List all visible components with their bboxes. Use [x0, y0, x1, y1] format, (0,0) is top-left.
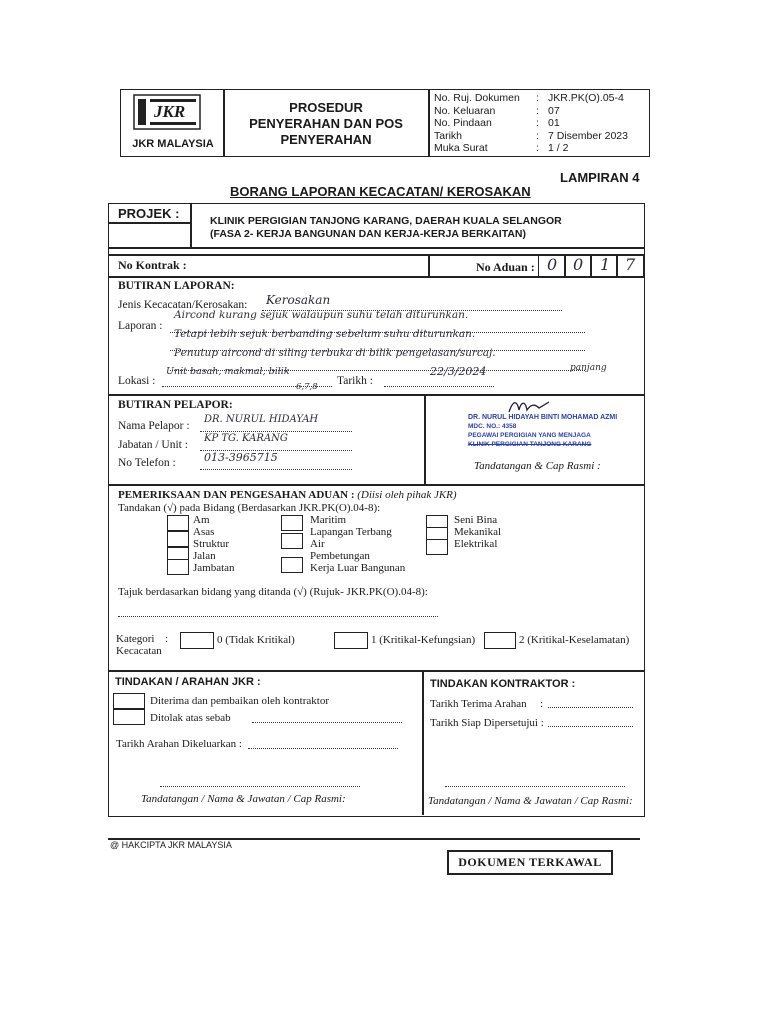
butiran-laporan-heading: BUTIRAN LAPORAN: — [118, 280, 235, 292]
jenis-value: Kerosakan — [266, 293, 331, 307]
pemeriksaan-heading — [118, 489, 457, 501]
projek-bottom — [108, 247, 644, 249]
header-divider-1 — [223, 89, 225, 156]
kategori-label-2: Kecacatan — [116, 645, 162, 657]
title-line-3: PENYERAHAN — [280, 132, 372, 147]
bidang-label: Asas — [193, 526, 215, 538]
jenis-label: Jenis Kecacatan/Kerosakan: — [118, 299, 248, 311]
projek-line-2: (FASA 2- KERJA BANGUNAN DAN KERJA-KERJA BERKAITAN) — [210, 228, 526, 240]
kategori-1-label: 1 (Kritikal-Kefungsian) — [371, 634, 476, 646]
bidang-label: Seni Bina — [454, 514, 498, 526]
no-kontrak-label: No Kontrak : — [118, 258, 187, 272]
meta-label: No. Ruj. Dokumen — [434, 92, 520, 104]
nama-label: Nama Pelapor : — [118, 420, 190, 432]
ditolak-checkbox[interactable] — [113, 709, 145, 725]
meta-colon: : — [536, 129, 539, 142]
checkbox-kerja-luar[interactable] — [281, 557, 303, 573]
tindakan-jkr-heading: TINDAKAN / ARAHAN JKR : — [115, 676, 261, 688]
lokasi-label: Lokasi : — [118, 375, 156, 387]
tindakan-divider — [422, 670, 424, 815]
kontraktor-sign-line — [445, 780, 625, 787]
logo-text: JKR — [154, 102, 186, 121]
pemeriksaan-note: (Diisi oleh pihak JKR) — [357, 489, 457, 501]
laporan-label: Laporan : — [118, 320, 163, 332]
meta-value: 1 / 2 — [548, 142, 569, 154]
aduan-digit-box — [538, 254, 566, 277]
kategori-label-1: Kategori — [116, 633, 155, 645]
meta-colon: : — [536, 104, 539, 117]
bidang-col-2 — [310, 514, 405, 574]
bidang-label: Struktur — [193, 538, 230, 550]
diterima-label: Diterima dan pembaikan oleh kontraktor — [150, 695, 329, 707]
projek-label: PROJEK : — [118, 206, 180, 221]
tarikh-siap-label: Tarikh Siap Dipersetujui : — [430, 717, 544, 729]
meta-value: JKR.PK(O).05-4 — [548, 92, 624, 104]
dokumen-terkawal-label: DOKUMEN TERKAWAL — [458, 855, 602, 869]
tajuk-label: Tajuk berdasarkan bidang yang ditanda (√) (Rujuk- JKR.PK(O).04-8): — [118, 586, 428, 598]
no-aduan-boxes — [538, 254, 644, 276]
tarikh-arahan-line — [248, 738, 398, 749]
stamp-line-3: PEGAWAI PERGIGIAN YANG MENJAGA — [468, 432, 591, 439]
aduan-digit: 7 — [625, 255, 636, 274]
meta-label: No. Keluaran — [434, 104, 496, 117]
meta-label: No. Pindaan — [434, 117, 492, 129]
bidang-label: Mekanikal — [454, 526, 502, 538]
nama-value: DR. NURUL HIDAYAH — [204, 414, 319, 425]
kategori-2-label: 2 (Kritikal-Keselamatan) — [519, 634, 630, 646]
no-aduan-label: No Aduan : — [476, 260, 535, 274]
dokumen-terkawal-box — [447, 850, 613, 875]
diterima-checkbox[interactable] — [113, 693, 145, 709]
header-divider-2 — [428, 89, 430, 156]
bidang-label: Lapangan Terbang — [310, 526, 392, 538]
bidang-label: Pembetungan — [310, 550, 370, 562]
kategori-1-box[interactable] — [334, 632, 368, 649]
pelapor-divider — [424, 394, 426, 484]
projek-divider — [190, 203, 192, 247]
title-line-2: PENYERAHAN DAN POS — [249, 116, 403, 131]
bidang-label: Jambatan — [193, 562, 235, 574]
ditolak-line — [252, 712, 402, 723]
bidang-label: Kerja Luar Bangunan — [310, 562, 406, 574]
tajuk-line — [118, 606, 438, 617]
checkbox-elektrikal[interactable] — [426, 539, 448, 555]
official-stamp — [468, 413, 617, 449]
aduan-digit: 0 — [547, 255, 558, 274]
form-title: BORANG LAPORAN KECACATAN/ KEROSAKAN — [230, 184, 531, 199]
aduan-digit-box — [616, 254, 644, 277]
copyright: @ HAKCIPTA JKR MALAYSIA — [110, 840, 232, 850]
jkr-logo — [132, 93, 202, 133]
aduan-digit-box — [590, 254, 618, 277]
meta-row — [434, 130, 646, 143]
meta-row — [434, 105, 646, 118]
jabatan-label: Jabatan / Unit : — [118, 439, 188, 451]
org-name: JKR MALAYSIA — [132, 138, 214, 150]
aduan-digit: 0 — [573, 255, 584, 274]
tandatangan-label: Tandatangan & Cap Rasmi : — [474, 460, 601, 472]
kategori-label — [116, 633, 162, 657]
document-meta — [434, 92, 646, 155]
checkbox-am[interactable] — [167, 515, 189, 531]
kategori-colon: : — [165, 633, 169, 645]
tarikh-label: Tarikh : — [337, 375, 373, 387]
document-title — [226, 100, 426, 148]
stamp-line-1: DR. NURUL HIDAYAH BINTI MOHAMAD AZMI — [468, 414, 618, 421]
meta-value: 07 — [548, 104, 560, 117]
bidang-label: Maritim — [310, 514, 347, 526]
stamp-line-4: KLINIK PERGIGIAN TANJONG KARANG — [468, 441, 592, 448]
meta-label: Tarikh — [434, 129, 463, 142]
tindakan-kontraktor-heading: TINDAKAN KONTRAKTOR : — [430, 678, 576, 690]
telefon-value: 013-3965715 — [204, 451, 278, 464]
meta-row — [434, 92, 646, 105]
pelapor-bottom — [108, 484, 644, 486]
projek-under-label — [108, 222, 190, 224]
pemeriksaan-title: PEMERIKSAAN DAN PENGESAHAN ADUAN : — [118, 489, 355, 501]
tarikh-terima-colon: : — [540, 698, 544, 710]
checkbox-maritim[interactable] — [281, 515, 303, 531]
bidang-col-3 — [454, 514, 501, 550]
lokasi-value: Unit basah, makmal, bilik — [166, 366, 290, 377]
stamp-line-2: MDC. NO.: 4358 — [468, 423, 517, 430]
pemeriksaan-bottom — [108, 670, 644, 672]
checkbox-air[interactable] — [281, 533, 303, 549]
tandakan-instruction: Tandakan (√) pada Bidang (Berdasarkan JKR.PK(O).04-8): — [118, 502, 381, 514]
laporan-value-1: Aircond kurang sejuk walaupun suhu telah diturunkan. — [174, 309, 469, 321]
telefon-label: No Telefon : — [118, 457, 176, 469]
kontrak-divider — [428, 254, 430, 276]
aduan-digit-box — [564, 254, 592, 277]
meta-value: 7 Disember 2023 — [548, 129, 628, 142]
tarikh-siap-line — [548, 716, 633, 727]
kategori-2-box[interactable] — [484, 632, 516, 649]
meta-colon: : — [536, 142, 539, 154]
meta-row — [434, 117, 646, 130]
aduan-digit: 1 — [600, 255, 611, 274]
checkbox-jambatan[interactable] — [167, 559, 189, 575]
jkr-sign-line — [160, 780, 360, 787]
meta-colon: : — [536, 117, 539, 129]
projek-line-1: KLINIK PERGIGIAN TANJONG KARANG, DAERAH KUALA SELANGOR — [210, 215, 562, 227]
kategori-0-box[interactable] — [180, 632, 214, 649]
bidang-label: Am — [193, 514, 210, 526]
lampiran-label: LAMPIRAN 4 — [560, 170, 640, 185]
tarikh-terima-label: Tarikh Terima Arahan — [430, 698, 527, 710]
jkr-sign-label: Tandatangan / Nama & Jawatan / Cap Rasmi: — [141, 793, 346, 805]
kategori-0-label: 0 (Tidak Kritikal) — [217, 634, 295, 646]
jabatan-value: KP TG. KARANG — [204, 433, 288, 444]
kontraktor-sign-label: Tandatangan / Nama & Jawatan / Cap Rasmi: — [428, 795, 633, 807]
bidang-col-1 — [193, 514, 235, 574]
bidang-label: Elektrikal — [454, 538, 498, 550]
meta-label: Muka Surat — [434, 142, 488, 154]
title-line-1: PROSEDUR — [289, 100, 363, 115]
butiran-pelapor-heading: BUTIRAN PELAPOR: — [118, 399, 233, 411]
laporan-value-2: Tetapi lebih sejuk berbanding sebelum suhu diturunkan. — [174, 328, 476, 340]
meta-colon: : — [536, 92, 539, 104]
bidang-label: Jalan — [193, 550, 216, 562]
checkbox-asas[interactable] — [167, 531, 189, 547]
tarikh-value: 22/3/2024 — [430, 365, 487, 378]
projek-name — [210, 215, 562, 241]
tarikh-arahan-label: Tarikh Arahan Dikeluarkan : — [116, 738, 242, 750]
tarikh-terima-line — [548, 697, 633, 708]
meta-row — [434, 142, 646, 155]
kontrak-bottom — [108, 276, 644, 278]
laporan-bottom — [108, 394, 644, 396]
laporan-value-extra: panjang — [570, 363, 607, 373]
bidang-label: Air — [310, 538, 325, 550]
ditolak-label: Ditolak atas sebab — [150, 712, 231, 724]
meta-value: 01 — [548, 117, 560, 129]
lokasi-value-2: 6,7,8 — [296, 382, 318, 392]
laporan-value-3: Penutup aircond di siling terbuka di bilik pengelasan/surcaj. — [174, 347, 496, 359]
